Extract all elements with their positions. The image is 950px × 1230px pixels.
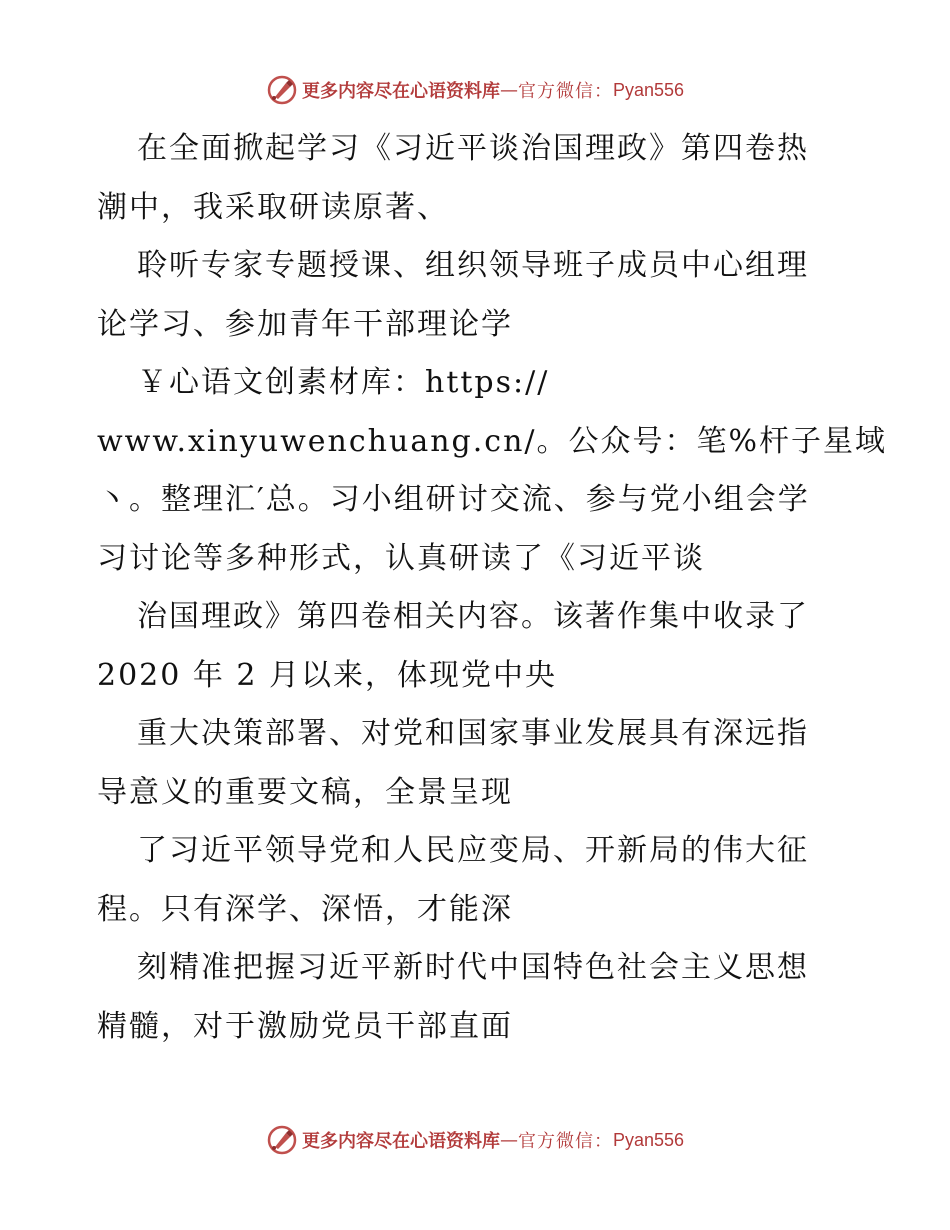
body-line: 程。只有深学、深悟，才能深	[97, 891, 513, 927]
footer-banner-lead: 更多内容尽在心语资料库	[301, 1131, 500, 1152]
footer-banner-wechat-label: 官方微信：	[517, 1131, 613, 1152]
body-line: 刻精准把握习近平新时代中国特色社会主义思想	[137, 950, 809, 985]
header-banner-lead: 更多内容尽在心语资料库	[301, 81, 500, 102]
document-body	[97, 120, 887, 1056]
footer-banner	[0, 1120, 950, 1160]
body-line: 丶。整理汇′总。习小组研讨交流、参与党小组会学	[97, 482, 810, 517]
header-banner	[0, 70, 950, 110]
footer-banner-dash: —	[499, 1129, 518, 1151]
body-line: 在全面掀起学习《习近平谈治国理政》第四卷热	[137, 131, 809, 166]
body-line: 重大决策部署、对党和国家事业发展具有深远指	[137, 716, 809, 751]
footer-banner-wechat-id: Pyan556	[612, 1129, 685, 1150]
pen-nib-logo-icon	[266, 74, 298, 106]
body-line: 导意义的重要文稿，全景呈现	[97, 774, 513, 810]
body-line: 论学习、参加青年干部理论学	[97, 306, 513, 342]
body-line: www.xinyuwenchuang.cn/。公众号：笔%杆子星域	[97, 423, 887, 459]
body-line: 治国理政》第四卷相关内容。该著作集中收录了	[137, 599, 809, 634]
header-banner-wechat-label: 官方微信：	[517, 81, 613, 102]
pen-nib-logo-icon	[266, 1124, 298, 1156]
body-line: 了习近平领导党和人民应变局、开新局的伟大征	[137, 833, 809, 868]
body-line: ￥心语文创素材库：https://	[137, 365, 550, 400]
body-line: 聆听专家专题授课、组织领导班子成员中心组理	[137, 248, 809, 283]
header-banner-wechat-id: Pyan556	[612, 79, 685, 100]
body-line: 习讨论等多种形式，认真研读了《习近平谈	[97, 540, 705, 576]
body-line: 精髓，对于激励党员干部直面	[97, 1008, 513, 1044]
body-line: 2020 年 2 月以来，体现党中央	[97, 657, 558, 693]
header-banner-dash: —	[499, 79, 518, 101]
body-line: 潮中，我采取研读原著、	[97, 189, 449, 225]
